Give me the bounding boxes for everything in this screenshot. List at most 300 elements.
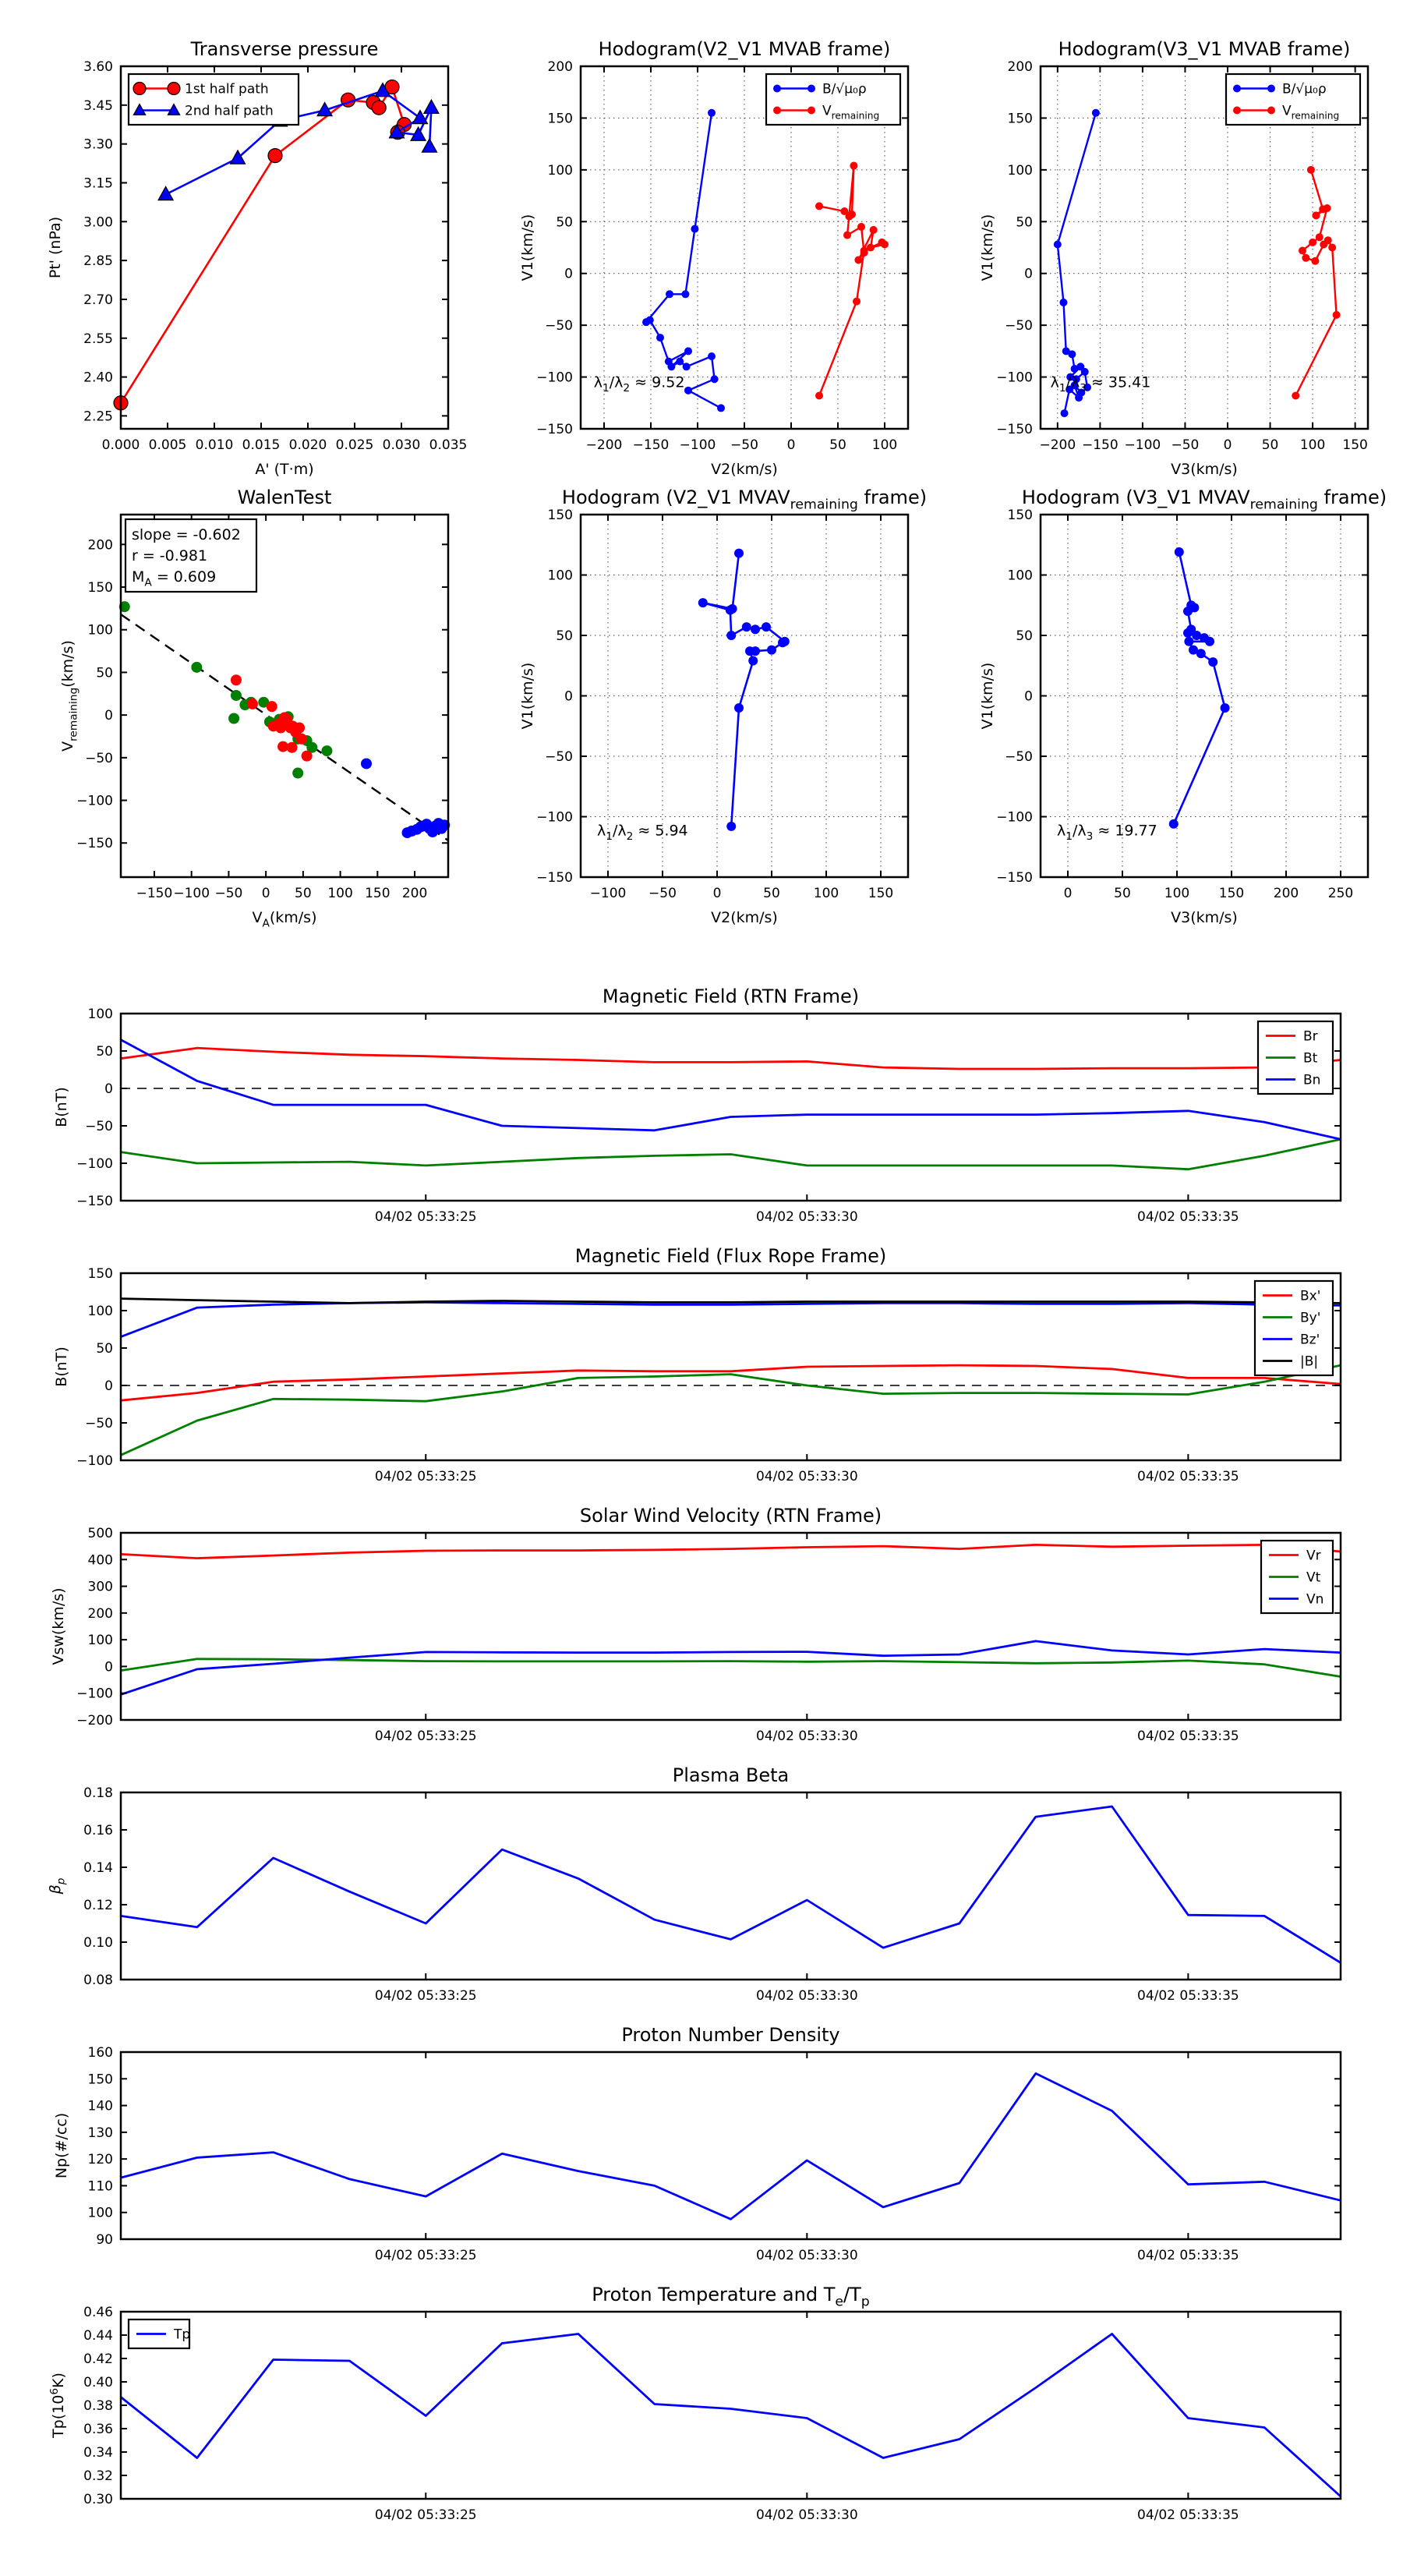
x-tick-label: 04/02 05:33:25 — [374, 2507, 477, 2523]
x-tick-label: −50 — [730, 437, 758, 453]
data-point-marker — [1312, 211, 1320, 219]
data-point-marker — [745, 646, 755, 656]
y-tick-label: 100 — [87, 622, 113, 639]
x-tick-label: −50 — [1171, 437, 1200, 453]
data-point-marker — [767, 646, 776, 655]
x-tick-label: 50 — [829, 437, 846, 453]
data-point-marker — [751, 625, 760, 634]
data-point-marker — [1196, 649, 1206, 658]
data-point-marker — [742, 622, 751, 632]
data-point-marker — [726, 822, 736, 831]
x-tick-label: −50 — [648, 886, 677, 901]
x-tick-label: −150 — [136, 886, 173, 901]
x-axis-label: V2(km/s) — [711, 909, 778, 926]
x-tick-label: −200 — [585, 437, 623, 453]
legend-label: Vr — [1306, 1548, 1321, 1564]
data-point-marker — [1323, 204, 1331, 212]
data-point-marker — [321, 745, 332, 756]
x-tick-label: −200 — [1039, 437, 1076, 453]
y-axis-label: Pt' (nPa) — [47, 216, 64, 279]
x-tick-label: −100 — [1124, 437, 1161, 453]
data-point-marker — [1221, 703, 1230, 713]
x-tick-label: 50 — [1261, 437, 1279, 453]
data-point-marker — [1092, 109, 1100, 117]
legend-label: Bt — [1303, 1050, 1318, 1067]
x-tick-label: 0 — [1223, 437, 1232, 453]
chart-title: Magnetic Field (RTN Frame) — [602, 985, 860, 1007]
x-tick-label: 04/02 05:33:30 — [755, 1469, 858, 1484]
data-point-marker — [1307, 166, 1315, 174]
data-point-marker — [231, 690, 242, 701]
y-tick-label: 0 — [1024, 266, 1033, 282]
legend-label: Vt — [1306, 1569, 1321, 1586]
data-point-marker — [133, 83, 146, 95]
y-tick-label: 100 — [1007, 162, 1033, 179]
data-point-marker — [1059, 299, 1067, 306]
data-point-marker — [854, 256, 862, 264]
data-point-marker — [748, 656, 758, 666]
data-point-marker — [861, 246, 868, 254]
x-tick-label: 0.020 — [288, 437, 327, 453]
x-tick-label: 150 — [868, 886, 894, 901]
chart-title: Proton Temperature and $T_e/T_p$ — [592, 2284, 870, 2310]
y-tick-label: 0.36 — [83, 2422, 113, 2437]
y-tick-label: 0.44 — [83, 2328, 113, 2344]
y-tick-label: 2.85 — [83, 253, 113, 270]
legend — [129, 2319, 190, 2348]
y-tick-label: 0.30 — [83, 2492, 113, 2507]
x-tick-label: 04/02 05:33:30 — [755, 1988, 858, 2004]
y-tick-label: 150 — [87, 2072, 113, 2088]
y-tick-label: 300 — [87, 1579, 113, 1595]
x-axis-label: V3(km/s) — [1171, 461, 1238, 478]
y-tick-label: 0.14 — [83, 1860, 113, 1876]
data-point-marker — [1309, 239, 1316, 246]
y-tick-label: 0 — [104, 1081, 113, 1097]
y-tick-label: 150 — [87, 580, 113, 596]
legend-label: Bn — [1303, 1072, 1321, 1088]
y-tick-label: 50 — [1016, 628, 1033, 644]
legend-label: Vn — [1306, 1591, 1324, 1608]
x-tick-label: 200 — [1273, 886, 1299, 901]
data-point-marker — [294, 723, 305, 734]
y-tick-label: 150 — [547, 111, 573, 127]
data-point-marker — [843, 232, 851, 239]
y-tick-label: −150 — [536, 422, 573, 437]
y-tick-label: −150 — [76, 836, 113, 852]
data-point-marker — [815, 391, 823, 399]
x-tick-label: 04/02 05:33:35 — [1137, 1469, 1239, 1484]
data-point-marker — [287, 742, 298, 753]
y-tick-label: 2.55 — [83, 331, 113, 347]
y-axis-label: Np(#/cc) — [53, 2112, 70, 2179]
x-tick-label: −100 — [589, 886, 627, 901]
y-tick-label: −150 — [996, 422, 1033, 437]
legend-label: 1st half path — [185, 81, 269, 97]
data-point-marker — [773, 107, 781, 115]
data-point-marker — [711, 375, 719, 383]
legend-label: $V_{remaining}$ — [1282, 103, 1340, 122]
y-tick-label: 100 — [1007, 568, 1033, 584]
data-point-marker — [168, 83, 180, 95]
y-tick-label: 0.38 — [83, 2398, 113, 2414]
x-tick-label: −150 — [1082, 437, 1119, 453]
y-tick-label: −100 — [536, 370, 573, 386]
y-tick-label: −100 — [536, 809, 573, 826]
data-point-marker — [684, 347, 692, 355]
x-tick-label: 100 — [1164, 886, 1190, 901]
y-tick-label: 200 — [87, 537, 113, 554]
x-tick-label: 150 — [1218, 886, 1245, 901]
y-tick-label: 0 — [1024, 688, 1033, 705]
data-point-marker — [1328, 244, 1336, 252]
data-point-marker — [691, 225, 698, 233]
legend-label: B/√μ₀ρ — [1282, 81, 1327, 97]
data-point-marker — [1183, 607, 1193, 616]
y-tick-label: 0 — [564, 688, 573, 705]
y-tick-label: 160 — [87, 2045, 113, 2061]
data-point-marker — [1233, 85, 1241, 93]
y-tick-label: 50 — [1016, 214, 1033, 231]
chart-title: Hodogram(V3_V1 MVAB frame) — [1058, 38, 1351, 60]
y-tick-label: 3.15 — [83, 175, 113, 192]
legend-label: Br — [1303, 1028, 1318, 1045]
x-tick-label: 0.030 — [382, 437, 421, 453]
y-tick-label: −50 — [545, 749, 573, 765]
y-tick-label: 0.40 — [83, 2375, 113, 2390]
data-point-marker — [302, 751, 313, 762]
legend — [129, 74, 299, 125]
x-tick-label: 0 — [261, 886, 270, 901]
data-point-marker — [1175, 547, 1184, 557]
stats-line: slope = -0.602 — [132, 526, 241, 543]
x-tick-label: 04/02 05:33:30 — [755, 1209, 858, 1225]
data-point-marker — [1299, 246, 1306, 254]
stats-box — [125, 519, 256, 592]
y-tick-label: 0 — [104, 708, 113, 724]
legend — [766, 74, 900, 125]
y-tick-label: −50 — [1005, 749, 1033, 765]
y-tick-label: 90 — [96, 2232, 113, 2248]
data-point-marker — [1316, 233, 1323, 241]
y-tick-label: 0.46 — [83, 2305, 113, 2320]
data-point-marker — [1184, 637, 1193, 646]
y-tick-label: 0.18 — [83, 1785, 113, 1801]
y-tick-label: 150 — [547, 508, 573, 523]
x-tick-label: 04/02 05:33:35 — [1137, 1729, 1239, 1744]
y-tick-label: 0.12 — [83, 1898, 113, 1913]
x-tick-label: 04/02 05:33:30 — [755, 2507, 858, 2523]
data-point-marker — [667, 363, 675, 370]
x-tick-label: 0 — [712, 886, 722, 901]
y-tick-label: 200 — [547, 59, 573, 75]
chart-title: Hodogram (V2_V1 $MVAV_{remaining}$ frame) — [561, 487, 928, 513]
x-tick-label: 0.025 — [335, 437, 374, 453]
legend — [1255, 1281, 1333, 1375]
data-point-marker — [773, 85, 781, 93]
data-point-marker — [778, 638, 787, 647]
y-tick-label: 400 — [87, 1552, 113, 1569]
y-tick-label: 0 — [104, 1659, 113, 1675]
data-point-marker — [708, 109, 716, 117]
y-tick-label: 50 — [96, 1341, 113, 1357]
data-point-marker — [361, 758, 372, 769]
y-tick-label: 100 — [87, 1007, 113, 1022]
x-tick-label: 100 — [1299, 437, 1326, 453]
y-tick-label: 200 — [1007, 59, 1033, 75]
x-tick-label: 50 — [1114, 886, 1131, 901]
annotation: $\lambda_1/\lambda_3 \approx 19.77$ — [1057, 822, 1157, 843]
data-point-marker — [845, 213, 853, 221]
data-point-marker — [268, 149, 282, 163]
data-point-marker — [267, 701, 277, 712]
y-tick-label: 2.40 — [83, 370, 113, 386]
y-tick-label: 0.32 — [83, 2468, 113, 2484]
data-point-marker — [734, 549, 744, 558]
x-tick-label: 04/02 05:33:25 — [374, 2248, 477, 2263]
data-point-marker — [1311, 257, 1319, 265]
data-point-marker — [1205, 637, 1214, 646]
x-tick-label: 0.000 — [101, 437, 140, 453]
x-tick-label: −100 — [173, 886, 210, 901]
x-tick-label: −50 — [214, 886, 243, 901]
y-tick-label: −50 — [545, 318, 573, 334]
x-tick-label: 100 — [871, 437, 898, 453]
x-tick-label: 04/02 05:33:30 — [755, 2248, 858, 2263]
y-tick-label: 0.42 — [83, 2351, 113, 2367]
annotation: $\lambda_1/\lambda_3 \approx 35.41$ — [1050, 373, 1151, 395]
x-axis-label: A' (T·m) — [255, 461, 314, 478]
stats-line: $M_A = 0.609$ — [132, 568, 217, 589]
x-axis-label: V3(km/s) — [1171, 909, 1238, 926]
y-tick-label: −50 — [85, 1416, 113, 1431]
data-point-marker — [1068, 350, 1076, 358]
x-tick-label: 0 — [1063, 886, 1073, 901]
y-tick-label: 50 — [556, 214, 573, 231]
y-tick-label: −100 — [76, 1686, 113, 1702]
x-tick-label: 04/02 05:33:30 — [755, 1729, 858, 1744]
x-tick-label: 04/02 05:33:35 — [1137, 1209, 1239, 1225]
legend — [1258, 1021, 1333, 1094]
data-point-marker — [717, 404, 725, 412]
y-tick-label: 0.08 — [83, 1973, 113, 1988]
data-point-marker — [1208, 657, 1217, 667]
data-point-marker — [191, 662, 202, 673]
x-tick-label: 04/02 05:33:35 — [1137, 1988, 1239, 2004]
data-point-marker — [857, 223, 865, 231]
y-tick-label: −200 — [76, 1713, 113, 1729]
data-point-marker — [292, 768, 303, 779]
y-tick-label: 3.00 — [83, 214, 113, 231]
y-tick-label: 0.16 — [83, 1823, 113, 1838]
y-tick-label: 120 — [87, 2152, 113, 2168]
data-point-marker — [1324, 236, 1332, 244]
y-tick-label: −150 — [996, 870, 1033, 886]
y-axis-label: B(nT) — [53, 1346, 70, 1387]
y-tick-label: 150 — [1007, 111, 1033, 127]
chart-title: Hodogram (V3_V1 $MVAV_{remaining}$ frame) — [1021, 487, 1387, 513]
data-point-marker — [372, 101, 386, 115]
data-point-marker — [1061, 409, 1069, 417]
y-tick-label: −150 — [76, 1194, 113, 1209]
data-point-marker — [850, 162, 857, 170]
data-point-marker — [808, 85, 815, 93]
data-point-marker — [734, 703, 744, 713]
x-tick-label: 100 — [327, 886, 353, 901]
y-tick-label: −100 — [76, 1156, 113, 1172]
y-tick-label: −100 — [76, 793, 113, 809]
x-tick-label: 0 — [786, 437, 796, 453]
y-tick-label: 2.25 — [83, 409, 113, 425]
x-tick-label: 50 — [763, 886, 780, 901]
x-tick-label: 04/02 05:33:25 — [374, 1469, 477, 1484]
y-axis-label: B(nT) — [53, 1087, 70, 1127]
y-axis-label: $V_{remaining}(km/s)$ — [59, 640, 80, 752]
y-tick-label: 100 — [547, 568, 573, 584]
x-tick-label: 50 — [295, 886, 312, 901]
x-tick-label: 04/02 05:33:25 — [374, 1209, 477, 1225]
data-point-marker — [815, 202, 823, 210]
annotation: $\lambda_1/\lambda_2 \approx 9.52$ — [593, 373, 685, 395]
data-point-marker — [1267, 85, 1275, 93]
data-point-marker — [808, 107, 815, 115]
data-point-marker — [247, 699, 258, 709]
data-point-marker — [296, 734, 307, 745]
x-axis-label: V2(km/s) — [711, 461, 778, 478]
y-tick-label: −100 — [996, 809, 1033, 826]
chart-title: Solar Wind Velocity (RTN Frame) — [579, 1505, 882, 1527]
y-axis-label: $\beta_p$ — [47, 1877, 68, 1895]
y-axis-label: V1(km/s) — [519, 662, 536, 730]
x-tick-label: 150 — [1342, 437, 1368, 453]
y-tick-label: 3.45 — [83, 97, 113, 114]
x-tick-label: 200 — [401, 886, 428, 901]
y-tick-label: 140 — [87, 2098, 113, 2114]
y-tick-label: 100 — [87, 1304, 113, 1319]
data-point-marker — [1292, 391, 1299, 399]
data-point-marker — [1075, 394, 1083, 402]
chart-title: Proton Number Density — [621, 2024, 840, 2046]
x-tick-label: 04/02 05:33:35 — [1137, 2507, 1239, 2523]
data-point-marker — [1183, 628, 1193, 638]
y-tick-label: 150 — [87, 1266, 113, 1282]
y-tick-label: 3.60 — [83, 59, 113, 75]
data-point-marker — [1233, 107, 1241, 115]
chart-title: WalenTest — [237, 487, 332, 508]
chart-title: Magnetic Field (Flux Rope Frame) — [574, 1245, 887, 1267]
y-tick-label: 0.10 — [83, 1935, 113, 1951]
x-tick-label: 04/02 05:33:25 — [374, 1729, 477, 1744]
x-tick-label: 04/02 05:33:25 — [374, 1988, 477, 2004]
legend-label: Tp — [174, 2327, 191, 2343]
legend-label: Bx' — [1300, 1288, 1321, 1304]
legend-label: B/√μ₀ρ — [822, 81, 867, 97]
y-tick-label: 110 — [87, 2178, 113, 2195]
y-axis-label: $Tp(10^6K)$ — [48, 2373, 67, 2438]
y-tick-label: 100 — [547, 162, 573, 179]
chart-title: Plasma Beta — [672, 1764, 790, 1786]
y-tick-label: 130 — [87, 2125, 113, 2141]
data-point-marker — [878, 239, 885, 246]
y-tick-label: −100 — [996, 370, 1033, 386]
y-tick-label: 500 — [87, 1526, 113, 1541]
data-point-marker — [666, 290, 673, 298]
x-axis-label: $V_A(km/s)$ — [252, 909, 317, 930]
data-point-marker — [1333, 311, 1341, 319]
y-tick-label: 200 — [87, 1605, 113, 1622]
data-point-marker — [676, 358, 684, 366]
data-point-marker — [1054, 241, 1062, 249]
x-tick-label: 0.015 — [242, 437, 281, 453]
y-tick-label: 0.34 — [83, 2445, 113, 2461]
chart-title: Transverse pressure — [190, 38, 379, 60]
annotation: $\lambda_1/\lambda_2 \approx 5.94$ — [597, 822, 688, 843]
data-point-marker — [698, 598, 708, 607]
data-point-marker — [656, 334, 664, 341]
y-tick-label: −150 — [536, 870, 573, 886]
data-point-marker — [646, 317, 654, 324]
legend-label: |B| — [1300, 1353, 1319, 1370]
x-tick-label: 0.005 — [148, 437, 187, 453]
legend — [1261, 1541, 1333, 1613]
x-tick-label: 100 — [813, 886, 839, 901]
data-point-marker — [762, 622, 771, 632]
x-tick-label: 04/02 05:33:35 — [1137, 2248, 1239, 2263]
x-tick-label: −100 — [679, 437, 716, 453]
x-tick-label: 250 — [1327, 886, 1354, 901]
x-tick-label: 0.035 — [429, 437, 468, 453]
y-tick-label: 3.30 — [83, 136, 113, 153]
y-axis-label: Vsw(km/s) — [50, 1587, 67, 1665]
data-point-marker — [681, 290, 689, 298]
data-point-marker — [726, 605, 735, 614]
y-axis-label: V1(km/s) — [979, 662, 996, 730]
y-tick-label: −50 — [85, 1119, 113, 1134]
y-tick-label: −100 — [76, 1453, 113, 1469]
y-tick-label: 50 — [96, 665, 113, 681]
y-axis-label: V1(km/s) — [519, 214, 536, 281]
stats-line: r = -0.981 — [132, 547, 208, 564]
data-point-marker — [683, 363, 691, 370]
data-point-marker — [853, 298, 861, 306]
y-tick-label: 100 — [87, 2205, 113, 2221]
data-point-marker — [1169, 819, 1179, 829]
chart-title: Hodogram(V2_V1 MVAB frame) — [598, 38, 891, 60]
data-point-marker — [870, 226, 878, 234]
y-tick-label: 50 — [556, 628, 573, 644]
data-point-marker — [231, 674, 242, 685]
data-point-marker — [726, 631, 736, 640]
legend-label: 2nd half path — [185, 103, 274, 119]
y-tick-label: 2.70 — [83, 292, 113, 308]
data-point-marker — [1302, 254, 1309, 262]
y-tick-label: −50 — [1005, 318, 1033, 334]
data-point-marker — [684, 387, 692, 395]
legend-label: By' — [1300, 1310, 1321, 1326]
legend-label: Bz' — [1300, 1332, 1320, 1348]
legend — [1226, 74, 1360, 125]
data-point-marker — [228, 713, 239, 724]
y-tick-label: −50 — [85, 750, 113, 766]
data-point-marker — [1267, 107, 1275, 115]
y-tick-label: 50 — [96, 1044, 113, 1060]
y-tick-label: 150 — [1007, 508, 1033, 523]
data-point-marker — [708, 352, 716, 360]
x-tick-label: −150 — [632, 437, 670, 453]
y-tick-label: 100 — [87, 1633, 113, 1649]
x-tick-label: 0.010 — [195, 437, 234, 453]
y-axis-label: V1(km/s) — [979, 214, 996, 281]
